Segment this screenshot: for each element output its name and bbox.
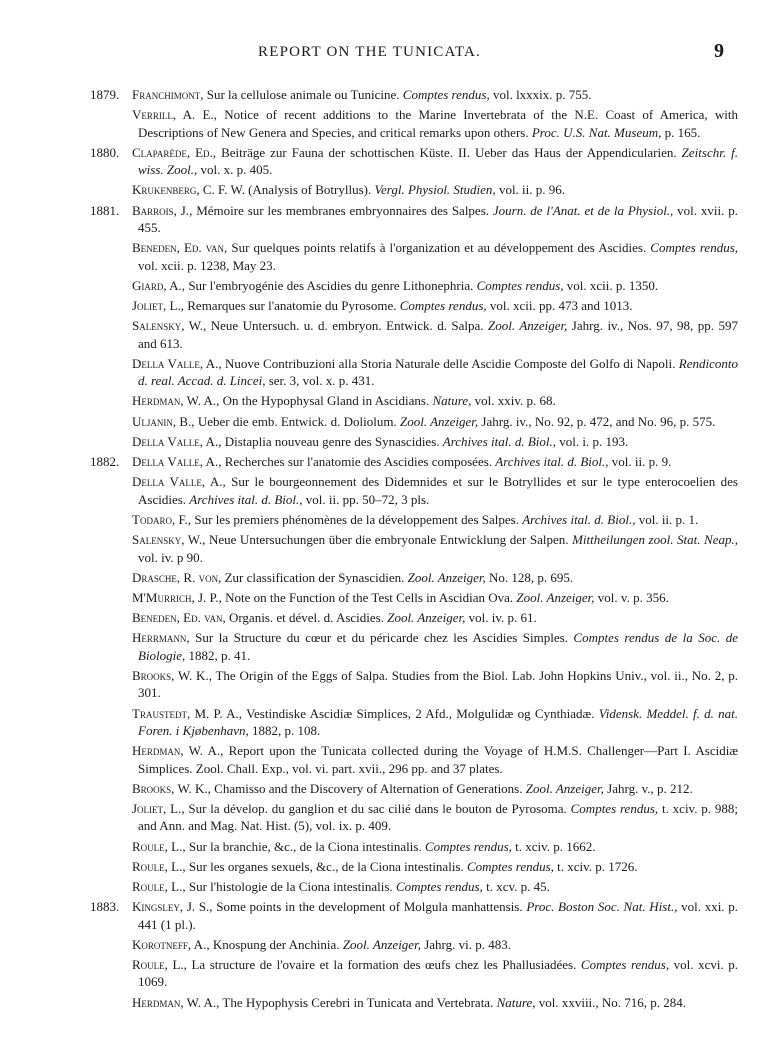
entry-journal: Comptes rendus, [424, 838, 512, 854]
bibliography-entry [48, 453, 738, 470]
entry-journal: Zeitschr. f. wiss. Zool., [138, 144, 738, 178]
entry-journal: Zool. Anzeiger, [525, 780, 604, 796]
entry-title: Sur la Structure du cœur et du péricarde chez les Ascidies Simples. [189, 630, 574, 646]
bibliography-entry [48, 355, 738, 390]
entry-journal: Zool. Anzeiger, [516, 589, 595, 605]
entry-reference: vol. iv. p. 61. [465, 610, 537, 626]
entry-title: Sur l'embryogénie des Ascidies du genre Lithonephria. [185, 277, 477, 293]
entry-reference: Jahrg. iv., No. 92, p. 472, and No. 96, p. 575. [478, 413, 716, 429]
entry-journal: Comptes rendus, [570, 800, 659, 816]
entry-title: Report upon the Tunicata collected during the Voyage of H.M.S. Challenger—Part I. Ascidiæ Simplices. Zool. Chall. Exp., vol. vi. part. xvii., 296 pp. and 37 plates. [138, 743, 738, 776]
entry-reference: No. 128, p. 695. [485, 569, 574, 585]
bibliography-entry [48, 667, 738, 702]
entry-reference: t. xciv. p. 1726. [553, 858, 638, 874]
entry-author: Brooks, W. K., [132, 780, 211, 796]
entry-author: Roule, L., [132, 879, 186, 895]
entry-journal: Journ. de l'Anat. et de la Physiol., [492, 202, 674, 218]
bibliography-entry [48, 994, 738, 1011]
bibliography-entry [48, 838, 738, 855]
entry-author: Herdman, W. A., [132, 743, 224, 759]
entry-title: Zur classification der Synascidien. [221, 569, 408, 585]
entry-journal: Archives ital. d. Biol., [189, 491, 303, 507]
bibliography-entry [48, 317, 738, 352]
entry-author: Barrois, J., [132, 202, 193, 218]
entry-journal: Rendiconto d. real. Accad. d. Lincei, [138, 355, 738, 389]
bibliography-entry [48, 629, 738, 664]
entry-reference: vol. xcii. p. 1350. [563, 277, 659, 293]
entry-title: Notice of recent additions to the Marine Invertebrata of the N.E. Coast of America, with Descriptions of New Genera and Species, and critical remarks upon others. [138, 107, 738, 140]
entry-title: Sur les organes sexuels, &c., de la Ciona intestinalis. [185, 858, 467, 874]
entry-author: Claparède, Ed., [132, 144, 217, 160]
bibliography-entry [48, 878, 738, 895]
entry-year: 1883. [90, 899, 120, 915]
bibliography-list [48, 86, 738, 1014]
entry-year: 1879. [90, 87, 120, 102]
entry-reference: vol. xxviii., No. 716, p. 284. [535, 994, 687, 1010]
bibliography-entry [48, 742, 738, 777]
entry-year: 1880. [90, 144, 120, 160]
entry-title: Remarques sur l'anatomie du Pyrosome. [184, 298, 400, 314]
entry-reference: vol. xxi. p. 441 (1 pl.). [138, 899, 738, 932]
entry-author: M'Murrich, J. P., [132, 589, 222, 605]
bibliography-entry [48, 609, 738, 626]
entry-reference: Jahrg. vi. p. 483. [420, 936, 511, 952]
entry-journal: Comptes rendus de la Soc. de Biologie, [138, 630, 738, 663]
entry-reference: vol. ii. p. 1. [635, 511, 699, 527]
entry-author: Verrill, A. E., [132, 107, 217, 123]
entry-journal: Proc. U.S. Nat. Museum, [531, 124, 662, 140]
entry-title: The Hypophysis Cerebri in Tunicata and Vertebrata. [219, 994, 497, 1010]
bibliography-entry [48, 589, 738, 606]
bibliography-entry [48, 277, 738, 294]
entry-year: 1882. [90, 454, 120, 470]
entry-journal: Zool. Anzeiger, [342, 936, 421, 952]
entry-reference: Jahrg. v., p. 212. [603, 780, 693, 796]
entry-title: Mémoire sur les membranes embryonnaires des Salpes. [192, 202, 493, 218]
bibliography-entry [48, 705, 738, 740]
entry-title: Beiträge zur Fauna der schottischen Küste. II. Ueber das Haus der Appendicularien. [216, 144, 682, 160]
entry-author: Giard, A., [132, 277, 186, 293]
bibliography-entry [48, 569, 738, 586]
bibliography-entry [48, 531, 738, 566]
entry-author: Herrmann, [132, 630, 190, 646]
entry-reference: 1882, p. 108. [248, 722, 321, 738]
bibliography-entry [48, 858, 738, 875]
entry-title: Nuove Contribuzioni alla Storia Naturale delle Ascidie Composte del Golfo di Napoli. [221, 355, 679, 371]
entry-author: Roule, L., [132, 858, 186, 874]
entry-title: Some points in the development of Molgula manhattensis. [212, 899, 527, 915]
entry-journal: Nature, [496, 994, 536, 1010]
entry-reference: vol. x. p. 405. [197, 162, 273, 178]
entry-reference: ser. 3, vol. x. p. 431. [265, 373, 375, 389]
entry-author: Salensky, W., [132, 532, 206, 548]
entry-title: Note on the Function of the Test Cells in Ascidian Ova. [221, 589, 517, 605]
entry-author: Kingsley, J. S., [132, 899, 213, 915]
bibliography-entry [48, 956, 738, 991]
entry-journal: Archives ital. d. Biol., [522, 511, 636, 527]
entry-reference: vol. iv. p 90. [138, 549, 203, 565]
entry-journal: Zool. Anzeiger, [400, 413, 479, 429]
entry-journal: Vidensk. Meddel. f. d. nat. Foren. i Kjøbenhavn, [138, 705, 738, 738]
entry-title: Recherches sur l'anatomie des Ascidies composées. [221, 454, 496, 470]
entry-journal: Comptes rendus, [467, 858, 554, 874]
entry-title: Neue Untersuch. u. d. embryon. Entwick. d. Salpa. [206, 318, 488, 334]
entry-author: Herdman, W. A., [132, 393, 220, 409]
entry-author: Traustedt, M. P. A., [132, 705, 243, 721]
entry-author: Della Valle, A., [132, 433, 222, 449]
entry-author: Herdman, W. A., [132, 994, 220, 1010]
entry-journal: Archives ital. d. Biol., [442, 433, 557, 449]
entry-journal: Vergl. Physiol. Studien, [374, 182, 496, 198]
entry-author: Brooks, W. K., [132, 668, 212, 684]
entry-author: Della Valle, A., [132, 355, 222, 371]
bibliography-entry [48, 413, 738, 430]
entry-title: Neue Untersuchungen über die embryonale Entwicklung der Salpen. [205, 532, 573, 548]
entry-reference: t. xciv. p. 988; and Ann. and Mag. Nat. Hist. (5), vol. ix. p. 409. [138, 800, 738, 834]
entry-journal: Comptes rendus, [580, 957, 670, 973]
entry-reference: Jahrg. iv., Nos. 97, 98, pp. 597 and 613. [138, 318, 738, 351]
page-number: 9 [714, 40, 724, 62]
bibliography-entry [48, 780, 738, 797]
entry-title: Knospung der Anchinia. [209, 936, 343, 952]
bibliography-entry [48, 936, 738, 953]
entry-title: Chamisso and the Discovery of Alternation of Generations. [210, 780, 526, 796]
entry-reference: vol. lxxxix. p. 755. [489, 87, 592, 102]
entry-title: Sur quelques points relatifs à l'organization et au développement des Ascidies. [227, 240, 651, 256]
entry-author: Della Valle, A., [132, 454, 222, 470]
bibliography-entry [48, 239, 738, 274]
entry-reference: vol. i. p. 193. [556, 433, 629, 449]
entry-year: 1881. [90, 202, 120, 218]
entry-journal: Comptes rendus, [402, 87, 490, 102]
entry-reference: vol. xxiv. p. 68. [471, 393, 556, 409]
bibliography-entry [48, 202, 738, 237]
entry-journal: Zool. Anzeiger, [387, 610, 466, 626]
entry-author: Della Valle, A., [132, 474, 226, 490]
bibliography-entry [48, 106, 738, 141]
entry-reference: vol. ii. p. 96. [495, 182, 566, 198]
entry-journal: Zool. Anzeiger, [488, 318, 568, 334]
entry-title: (Analysis of Botryllus). [244, 182, 375, 198]
entry-reference: p. 165. [661, 124, 701, 140]
entry-reference: vol. v. p. 356. [594, 589, 669, 605]
entry-author: Beneden, Ed. van, [132, 610, 226, 626]
entry-title: Ueber die emb. Entwick. d. Doliolum. [194, 413, 400, 429]
entry-journal: Zool. Anzeiger, [407, 569, 486, 585]
bibliography-entry [48, 800, 738, 835]
entry-journal: Nature, [432, 393, 472, 409]
entry-reference: 1882, p. 41. [185, 647, 251, 663]
entry-reference: vol. xvii. p. 455. [138, 202, 738, 235]
entry-reference: t. xcv. p. 45. [482, 879, 550, 895]
entry-reference: vol. xcvi. p. 1069. [138, 957, 739, 990]
entry-title: Sur la cellulose animale ou Tunicine. [203, 87, 403, 102]
entry-title: Sur le bourgeonnement des Didemnides et sur le Botryllides et sur le type enterocoelien des Ascidies. [138, 474, 738, 507]
entry-reference: t. xciv. p. 1662. [511, 838, 596, 854]
entry-journal: Mittheilungen zool. Stat. Neap., [572, 532, 739, 548]
entry-title: Distaplia nouveau genre des Synascidies. [221, 433, 443, 449]
entry-journal: Comptes rendus, [395, 879, 483, 895]
entry-reference: vol. ii. pp. 50–72, 3 pls. [302, 491, 430, 507]
entry-title: On the Hypophysal Gland in Ascidians. [219, 393, 433, 409]
bibliography-entry [48, 181, 738, 198]
page-header [0, 40, 776, 64]
entry-author: Korotneff, A., [132, 936, 210, 952]
bibliography-entry [48, 898, 738, 933]
entry-reference: vol. xcii. p. 1238, May 23. [138, 257, 276, 273]
entry-title: Sur l'histologie de la Ciona intestinalis. [185, 879, 396, 895]
entry-author: Todaro, F., [132, 511, 192, 527]
entry-author: Beneden, Ed. van, [132, 240, 228, 256]
entry-author: Drasche, R. von, [132, 569, 222, 585]
bibliography-entry [48, 433, 738, 450]
entry-author: Joliet, L., [132, 298, 184, 314]
entry-title: The Origin of the Eggs of Salpa. Studies from the Biol. Lab. John Hopkins Univ., vol. ii., No. 2, p. 301. [138, 668, 738, 701]
entry-author: Salensky, W., [132, 318, 207, 334]
bibliography-entry [48, 473, 738, 508]
entry-title: Sur les premiers phénomènes de la développement des Salpes. [191, 511, 523, 527]
bibliography-entry [48, 144, 738, 179]
entry-author: Roule, L., [132, 957, 187, 973]
entry-title: Vestindiske Ascidiæ Simplices, 2 Afd., Molgulidæ og Cynthiadæ. [242, 705, 599, 721]
entry-title: La structure de l'ovaire et la formation des œufs chez les Phallusiadées. [186, 957, 581, 973]
entry-journal: Proc. Boston Soc. Nat. Hist., [526, 899, 678, 915]
bibliography-entry [48, 511, 738, 528]
entry-reference: vol. ii. p. 9. [608, 454, 672, 470]
entry-reference: vol. xcii. pp. 473 and 1013. [486, 298, 633, 314]
bibliography-entry [48, 86, 738, 103]
entry-journal: Archives ital. d. Biol., [495, 454, 609, 470]
entry-journal: Comptes rendus, [476, 277, 564, 293]
bibliography-entry [48, 297, 738, 314]
entry-author: Franchimont, [132, 87, 204, 102]
bibliography-entry [48, 392, 738, 409]
entry-title: Organis. et dével. d. Ascidies. [225, 610, 388, 626]
entry-author: Roule, L., [132, 838, 186, 854]
entry-author: Uljanin, B., [132, 413, 195, 429]
entry-author: Joliet, L., [132, 800, 185, 816]
running-title: REPORT ON THE TUNICATA. [258, 44, 482, 60]
entry-title: Sur la branchie, &c., de la Ciona intestinalis. [185, 838, 425, 854]
entry-journal: Comptes rendus, [650, 240, 739, 256]
entry-author: Krukenberg, C. F. W. [132, 182, 245, 198]
entry-journal: Comptes rendus, [399, 298, 487, 314]
entry-title: Sur la dévelop. du ganglion et du sac cilié dans le bouton de Pyrosoma. [184, 800, 571, 816]
